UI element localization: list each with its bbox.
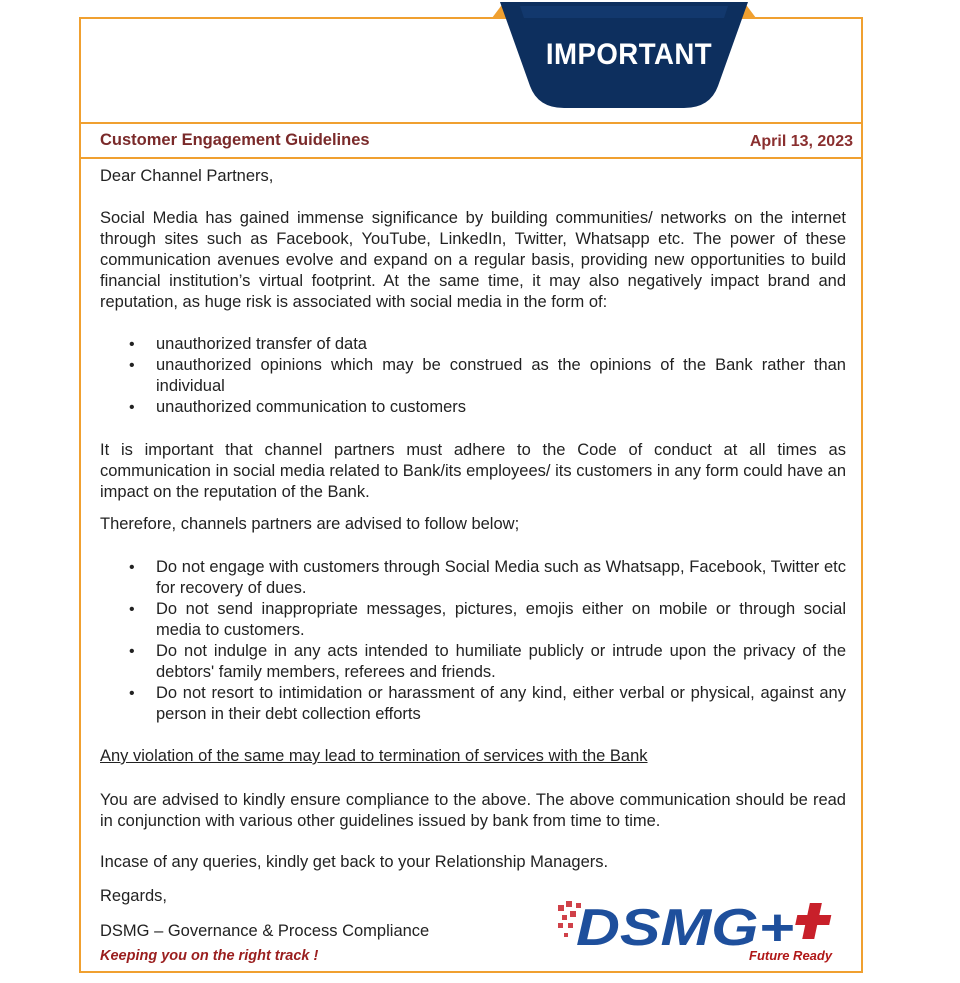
list-item: • Do not send inappropriate messages, pictures, emojis either on mobile or through social media to customers. — [100, 599, 846, 641]
tagline: Keeping you on the right track ! — [100, 948, 319, 964]
list-item: • Do not indulge in any acts intended to humiliate publicly or intrude upon the privacy of the debtors' family members, referees and friends. — [100, 641, 846, 683]
conduct-paragraph: It is important that channel partners must adhere to the Code of conduct at all times as communication in social media related to Bank/its employees/ its customers in any form could have an impact on the reputation of the Bank. — [100, 441, 846, 501]
list-item: • unauthorized communication to customers — [100, 397, 846, 418]
salutation: Dear Channel Partners, — [100, 167, 274, 185]
list-item: • unauthorized transfer of data — [100, 334, 846, 355]
logo-subtitle: Future Ready — [749, 948, 833, 963]
closing: Regards, — [100, 887, 167, 905]
document-title: Customer Engagement Guidelines — [100, 131, 370, 149]
compliance-paragraph: You are advised to kindly ensure compliance to the above. The above communication should be read in conjunction with various other guidelines issued by bank from time to time. — [100, 791, 846, 830]
queries-paragraph: Incase of any queries, kindly get back to your Relationship Managers. — [100, 853, 609, 871]
risk-list — [100, 334, 846, 418]
list-item: • Do not resort to intimidation or harassment of any kind, either verbal or physical, against any person in their debt collection efforts — [100, 683, 846, 725]
header-top-rule — [79, 122, 863, 124]
list-item: • unauthorized opinions which may be construed as the opinions of the Bank rather than individual — [100, 355, 846, 397]
violation-notice: Any violation of the same may lead to termination of services with the Bank — [100, 747, 648, 765]
header-bottom-rule — [79, 157, 863, 159]
intro-paragraph: Social Media has gained immense significance by building communities/ networks on the internet through sites such as Facebook, YouTube, LinkedIn, Twitter, Whatsapp etc. The power of these communication avenues evolve and expand on a regular basis, providing new opportunities to build financial institution’s virtual footprint. At the same time, it may also negatively impact brand and reputation, as huge risk is associated with social media in the form of: — [100, 209, 846, 311]
signature: DSMG – Governance & Process Compliance — [100, 922, 430, 940]
list-item: • Do not engage with customers through Social Media such as Whatsapp, Facebook, Twitter etc for recovery of dues. — [100, 557, 846, 599]
rules-list — [100, 557, 846, 725]
logo-wordmark: DSMG+ — [576, 899, 794, 957]
important-label: IMPORTANT — [545, 38, 713, 71]
document-date: April 13, 2023 — [749, 133, 853, 150]
advice-intro: Therefore, channels partners are advised to follow below; — [100, 515, 520, 533]
